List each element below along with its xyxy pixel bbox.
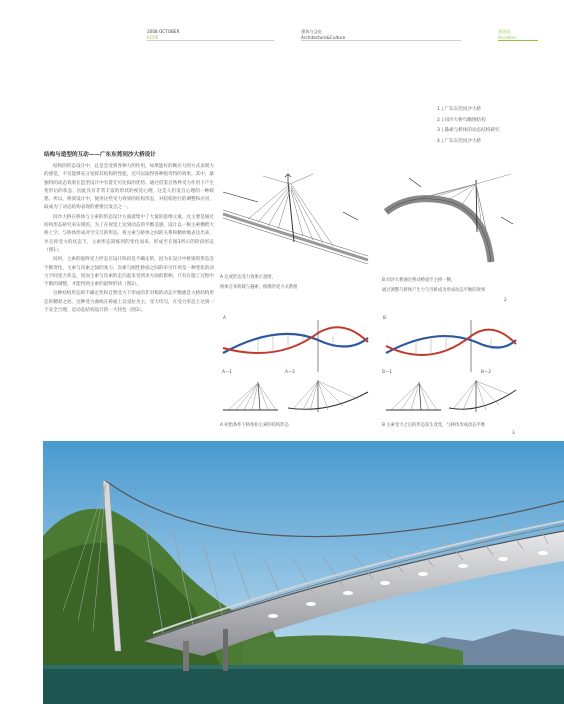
figure-label-a1: A—1 xyxy=(222,370,232,375)
figure-label-a2: A—2 xyxy=(285,370,295,375)
figure-3b-caption: B 主索受力之后的形态发生改变，与桥体形成动态平衡 xyxy=(382,423,486,428)
article-paragraph: 同沙大桥在桥体与主索的形态设计方面就集中了大量的思维元素，这主要是通过结构形态研究来实现的。为了在视觉上达到动态的平衡美感，设计以一根主索横跨大桥上空，与桥体形成对空交互的形态。将主索与桥体之间的关系和精妙地表达出来，并且将受力的状态下，主索形态简练到的变化而来，形成至在图3所示的阶段形态（图1）。 xyxy=(44,214,214,253)
figure-3a-form-drawing xyxy=(218,318,374,374)
figure-1a-drawing xyxy=(218,172,373,264)
figure-index xyxy=(437,105,547,147)
figure-label-b1: B—1 xyxy=(382,370,392,375)
figure-1b-caption: B 同沙大桥通过桥动桥面至主桥一侧， xyxy=(382,278,456,283)
section-title-en: Architecture&Culture xyxy=(301,35,346,40)
article-paragraph: 结构的形态设计中，总是会受到各种力的作用，如果能好的顺应力的方式表现力的感觉，不仅能够充分发挥其结构的性能，还可以取得各种很奇特的效果。其中，最独特的动态效果在造型设计中有着无可比拟的优势。通过借鉴自然界受力作用下产生变形后的状态，因此具有非常丰富的形状的视觉心理，这是人们发自心理的一种联想。所以，桥梁设计中，使用这些受力效果的结构形态，对结构进行的调整和应用，取成为了动态结构表现的重要出发点之一。 xyxy=(44,164,214,211)
figure-index-item: 2 | 同沙大桥鸟瞰图结构 xyxy=(437,117,486,123)
article-paragraph: 这种结构形态的不确定性和自然受力下形成的非对称的动态平衡感是大桥结构形态的精彩之处。这种受力曲线在桥面上以受拉为主，受力均匀，在受力形态上达到一个安全合理、是动态结构设计的一大特色（图3）。 xyxy=(44,291,214,314)
article-body xyxy=(44,163,214,316)
figure-1a-caption: A 完成形态受力效果示意图， xyxy=(220,275,276,280)
figure-label-b2: B—2 xyxy=(481,370,491,375)
page-number: P.076 xyxy=(147,35,159,40)
header-rule-accent xyxy=(498,40,538,41)
section-title-cn: 建筑与文化 xyxy=(301,29,322,34)
figure-index-item: 1 | 广东东莞同沙大桥 xyxy=(437,107,482,112)
figure-index-item: 4 | 广东东莞同沙大桥 xyxy=(437,138,482,144)
column-title-cn: 建筑馆 xyxy=(498,29,511,34)
figure-number: 2 xyxy=(504,298,507,303)
bridge-rendering xyxy=(43,441,564,704)
issue-date: 2008 OCTOBER xyxy=(147,29,180,34)
figure-3b-elevation-drawing xyxy=(381,378,521,418)
figure-label-a: A xyxy=(223,316,226,321)
bridge-rendering-photo xyxy=(43,441,564,704)
article-title: 结构与造型的互动——广东东莞同沙大桥设计 xyxy=(44,152,156,158)
figure-1a-caption-line2: 桥体自身荷载与悬索、桥塔的受力关系图 xyxy=(220,285,298,290)
figure-1b-caption-line2: 通过调整与桥体产生力与引桥成为形成动态平衡的效果 xyxy=(382,288,486,293)
header-rule xyxy=(301,40,461,41)
column-title-en: Accident xyxy=(498,35,517,40)
figure-number: 3 xyxy=(512,431,515,436)
figure-3a-elevation-drawing xyxy=(218,378,374,418)
figure-3a-caption: A 初始条件下桥体和主索的结构形态 xyxy=(220,423,289,428)
figure-index-item: 3 | 悬索与桥体的动态结构研究 xyxy=(437,128,500,133)
figure-label-b: B xyxy=(383,316,386,321)
figure-1b-drawing xyxy=(381,172,521,267)
figure-3b-form-drawing xyxy=(381,318,521,374)
article-paragraph: 同时，主索的最终受力形态在设计阶段是不确定的，因为在设计中桥梁的形态会不断变化，主索与次索之间的张力，次索与刚性桥面之间的牵引作用是一种变化的动力空间受力状态，因而主索与次索的走向起来受到多方面的影响，只有在施工过程中不断的调整，才能得到主索的最终形状（图2）。 xyxy=(44,257,214,288)
header-rule xyxy=(147,40,274,41)
